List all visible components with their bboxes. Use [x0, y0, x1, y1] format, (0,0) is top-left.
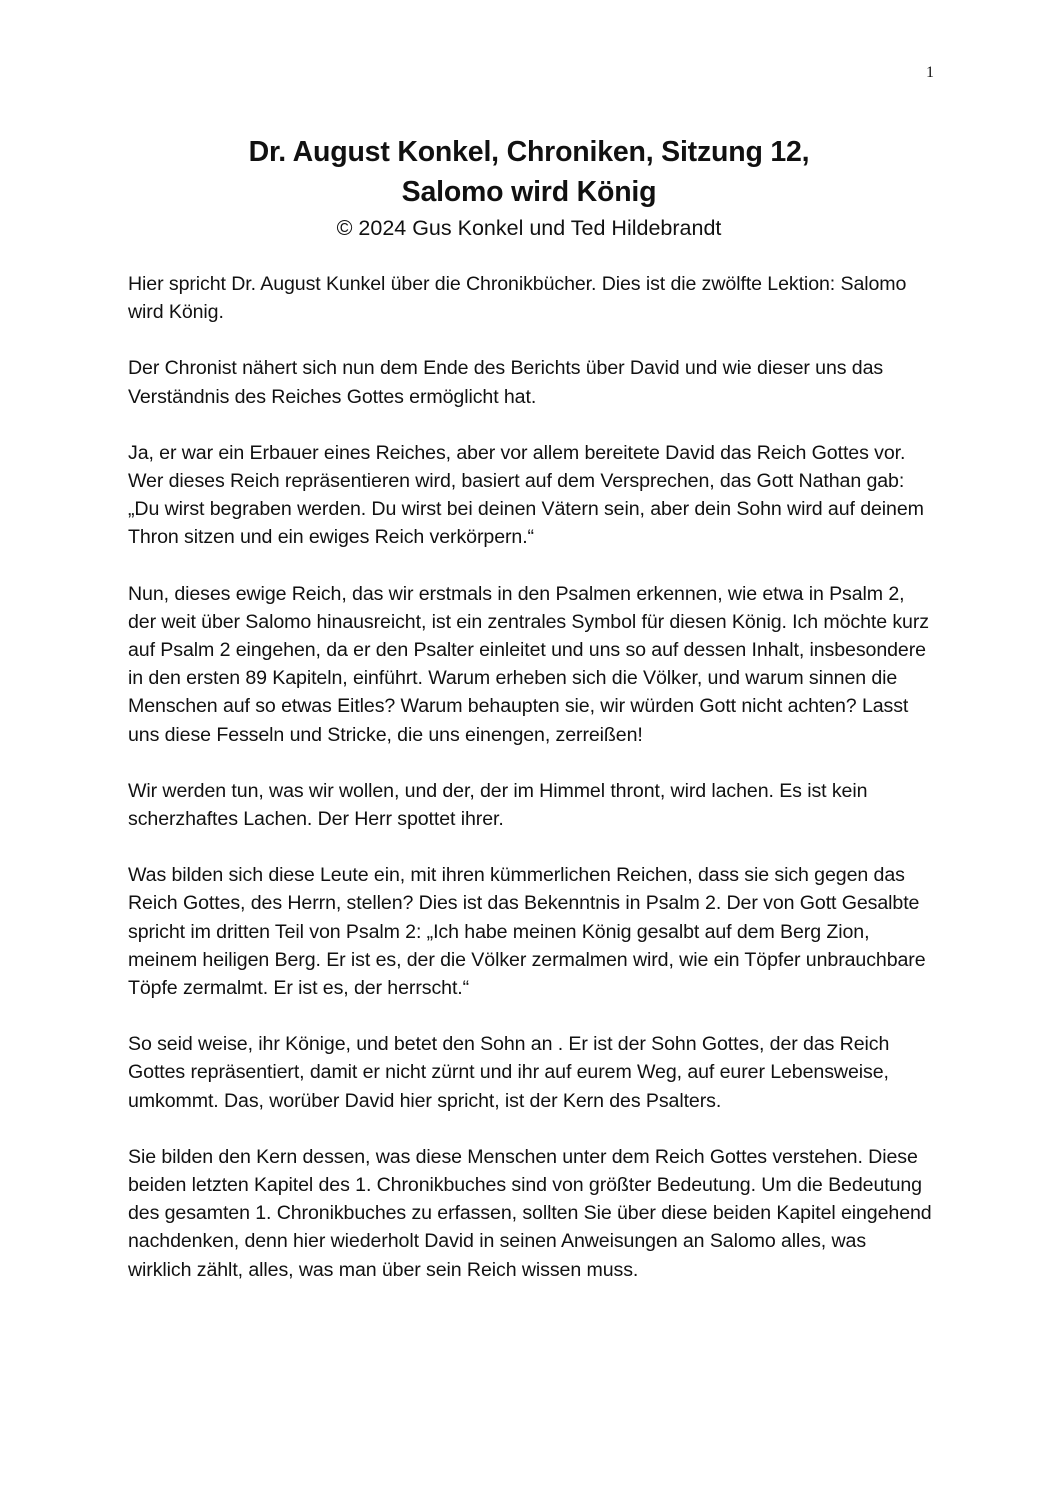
title-line-2: Salomo wird König [401, 176, 657, 208]
paragraph: Nun, dieses ewige Reich, das wir erstmals in den Psalmen erkennen, wie etwa in Psalm 2, der weit über Salomo hinausreicht, ist ein zentrales Symbol für diesen König. Ich möchte kurz auf Psalm 2 eingehen, da er den Psalter einleitet und uns so auf dessen Inhalt, insbesondere in den ersten 89 Kapiteln, einführt. Warum erheben sich die Völker, und warum sinnen die Menschen auf so etwas Eitles? Warum behaupten sie, wir würden Gott nicht achten? Lasst uns diese Fesseln und Stricke, die uns einengen, zerreißen! [128, 582, 929, 746]
document-body [128, 270, 934, 1312]
paragraph: Der Chronist nähert sich nun dem Ende des Berichts über David und wie dieser uns das Verständnis des Reiches Gottes ermöglicht hat. [128, 357, 884, 408]
paragraph: Hier spricht Dr. August Kunkel über die Chronikbücher. Dies ist die zwölfte Lektion: Salomo wird König. [128, 273, 907, 324]
title-block [0, 132, 1058, 243]
paragraph: Was bilden sich diese Leute ein, mit ihren kümmerlichen Reichen, dass sie sich gegen das Reich Gottes, des Herrn, stellen? Dies ist das Bekenntnis in Psalm 2. Der von Gott Gesalbte spricht im dritten Teil von Psalm 2: „Ich habe meinen König gesalbt auf dem Berg Zion, meinem heiligen Berg. Er ist es, der die Völker zermalmen wird, wie ein Töpfer unbrauchbare Töpfe zermalmt. Er ist es, der herrscht.“ [128, 864, 926, 1000]
copyright-line: © 2024 Gus Konkel und Ted Hildebrandt [336, 216, 722, 240]
paragraph: Ja, er war ein Erbauer eines Reiches, aber vor allem bereitete David das Reich Gottes vor. Wer dieses Reich repräsentieren wird, basiert auf dem Versprechen, das Gott Nathan gab: „Du wirst begraben werden. Du wirst bei deinen Vätern sein, aber dein Sohn wird auf deinem Thron sitzen und ein ewiges Reich verkörpern.“ [128, 441, 924, 549]
page-title [0, 132, 1058, 212]
paragraph: So seid weise, ihr Könige, und betet den Sohn an . Er ist der Sohn Gottes, der das Reich Gottes repräsentiert, damit er nicht zürnt und ihr auf eurem Weg, auf eurer Lebensweise, umkommt. Das, worüber David hier spricht, ist der Kern des Psalters. [128, 1033, 890, 1112]
page-number: 1 [926, 64, 934, 81]
paragraph: Sie bilden den Kern dessen, was diese Menschen unter dem Reich Gottes verstehen. Diese beiden letzten Kapitel des 1. Chronikbuches sind von größter Bedeutung. Um die Bedeutung des gesamten 1. Chronikbuches zu erfassen, sollten Sie über diese beiden Kapitel eingehend nachdenken, denn hier wiederholt David in seinen Anweisungen an Salomo alles, was wirklich zählt, alles, was man über sein Reich wissen muss. [128, 1145, 932, 1281]
paragraph: Wir werden tun, was wir wollen, und der, der im Himmel thront, wird lachen. Es ist kein scherzhaftes Lachen. Der Herr spottet ihrer. [128, 779, 868, 831]
title-line-1: Dr. August Konkel, Chroniken, Sitzung 12, [248, 136, 810, 168]
